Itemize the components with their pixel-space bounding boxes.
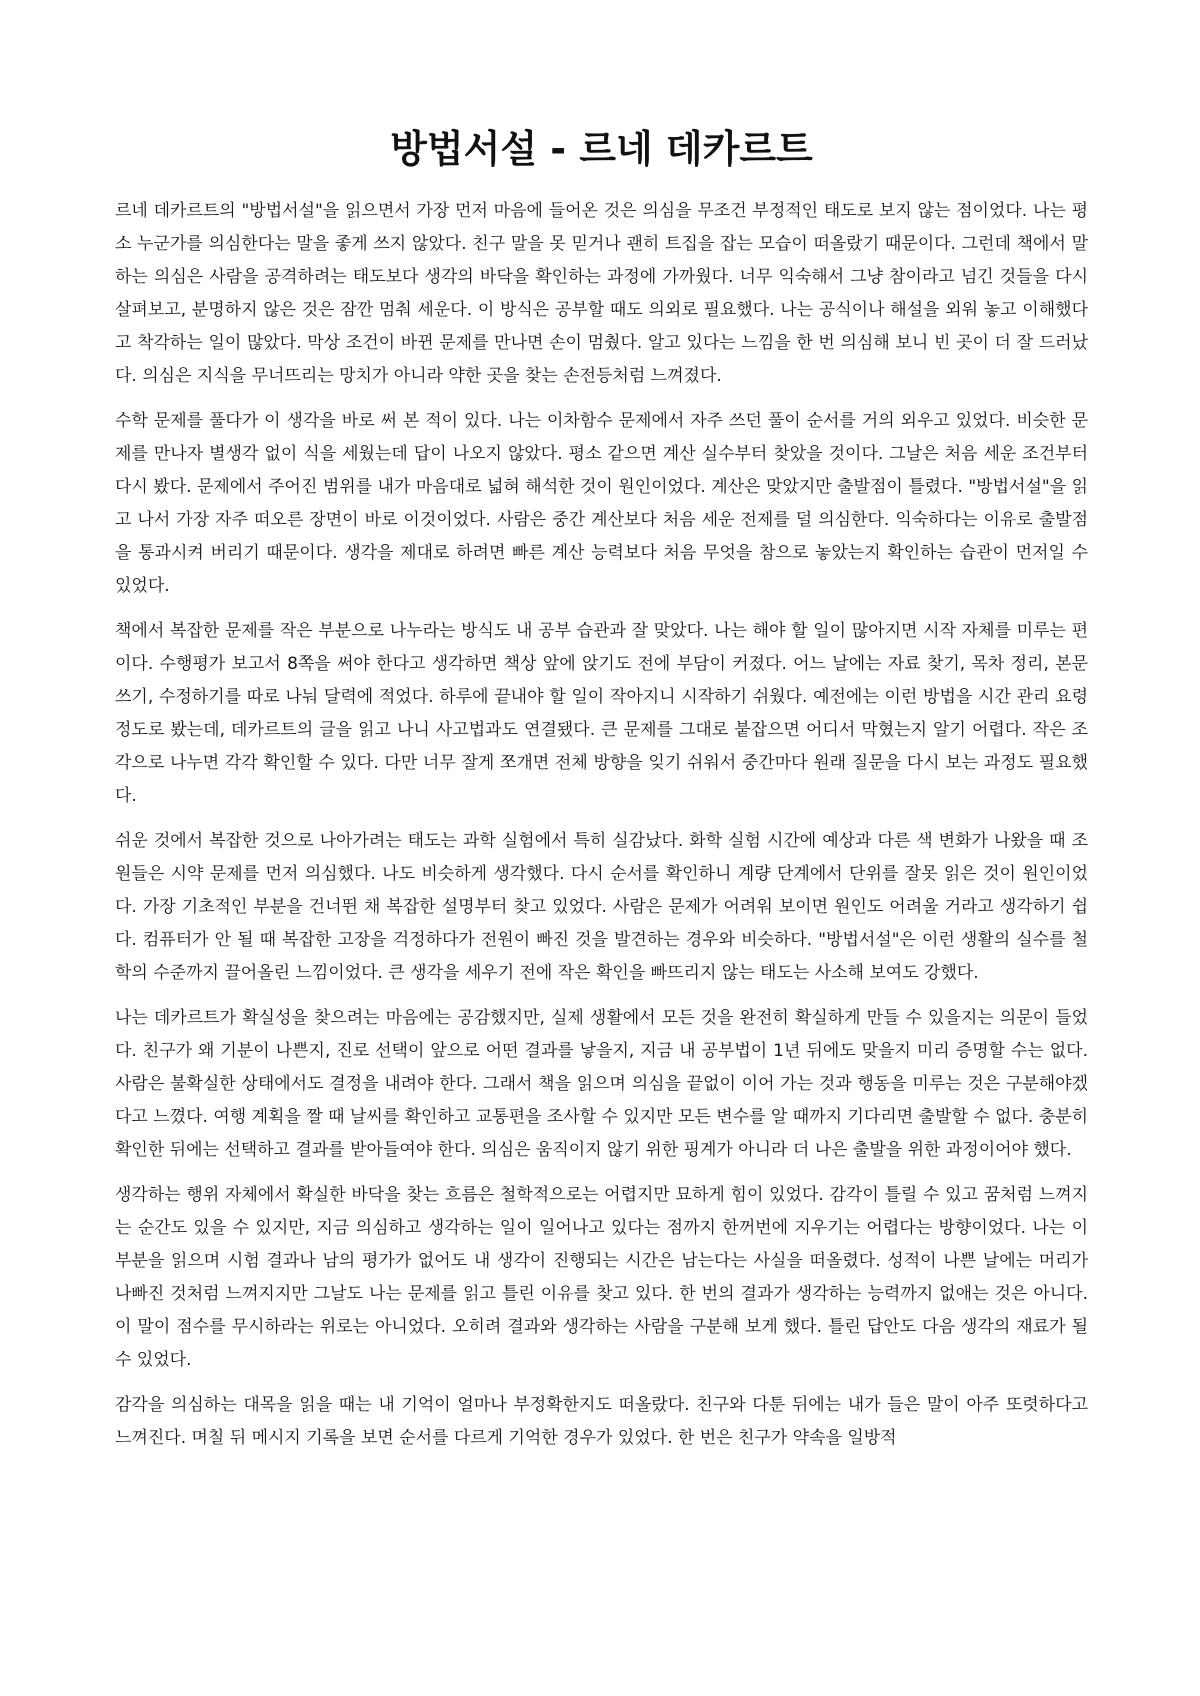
document-title: 방법서설 - 르네 데카르트 — [390, 127, 813, 171]
paragraph-7: 감각을 의심하는 대목을 읽을 때는 내 기억이 얼마나 부정확한지도 떠올랐다. 친구와 다툰 뒤에는 내가 들은 말이 아주 또렷하다고 느껴진다. 며칠 뒤 메시지 기록을 보면 순서를 다르게 기억한 경우가 있었다. 한 번은 친구가 약속을 일방적 — [115, 1395, 1088, 1448]
paragraph-5: 나는 데카르트가 확실성을 찾으려는 마음에는 공감했지만, 실제 생활에서 모든 것을 완전히 확실하게 만들 수 있을지는 의문이 들었다. 친구가 왜 기분이 나쁜지, 진로 선택이 앞으로 어떤 결과를 낳을지, 지금 내 공부법이 1년 뒤에도 맞을지 미리 증명할 수는 없다. 사람은 불확실한 상태에서도 결정을 내려야 한다. 그래서 책을 읽으며 의심을 끝없이 이어 가는 것과 행동을 미루는 것은 구분해야겠다고 느꼈다. 여행 계획을 짤 때 날씨를 확인하고 교통편을 조사할 수 있지만 모든 변수를 알 때까지 기다리면 출발할 수 없다. 충분히 확인한 뒤에는 선택하고 결과를 받아들여야 한다. 의심은 움직이지 않기 위한 핑계가 아니라 더 나은 출발을 위한 과정이어야 했다. — [115, 1008, 1088, 1160]
paragraph-2: 수학 문제를 풀다가 이 생각을 바로 써 본 적이 있다. 나는 이차함수 문제에서 자주 쓰던 풀이 순서를 거의 외우고 있었다. 비슷한 문제를 만나자 별생각 없이 식을 세웠는데 답이 나오지 않았다. 평소 같으면 계산 실수부터 찾았을 것이다. 그날은 처음 세운 조건부터 다시 봤다. 문제에서 주어진 범위를 내가 마음대로 넓혀 해석한 것이 원인이었다. 계산은 맞았지만 출발점이 틀렸다. "방법서설"을 읽고 나서 가장 자주 떠오른 장면이 바로 이것이었다. 사람은 중간 계산보다 처음 세운 전제를 덜 의심한다. 익숙하다는 이유로 출발점을 통과시켜 버리기 때문이다. 생각을 제대로 하려면 빠른 계산 능력보다 처음 무엇을 참으로 놓았는지 확인하는 습관이 먼저일 수 있었다. — [115, 411, 1088, 596]
document-page — [115, 118, 1088, 1467]
paragraph-4: 쉬운 것에서 복잡한 것으로 나아가려는 태도는 과학 실험에서 특히 실감났다. 화학 실험 시간에 예상과 다른 색 변화가 나왔을 때 조원들은 시약 문제를 먼저 의심했다. 나도 비슷하게 생각했다. 다시 순서를 확인하니 계량 단계에서 단위를 잘못 읽은 것이 원인이었다. 가장 기초적인 부분을 건너뛴 채 복잡한 설명부터 찾고 있었다. 사람은 문제가 어려워 보이면 원인도 어려울 거라고 생각하기 쉽다. 컴퓨터가 안 될 때 복잡한 고장을 걱정하다가 전원이 빠진 것을 발견하는 경우와 비슷하다. "방법서설"은 이런 생활의 실수를 철학의 수준까지 끌어올린 느낌이었다. 큰 생각을 세우기 전에 작은 확인을 빠뜨리지 않는 태도는 사소해 보여도 강했다. — [115, 831, 1088, 983]
paragraph-3: 책에서 복잡한 문제를 작은 부분으로 나누라는 방식도 내 공부 습관과 잘 맞았다. 나는 해야 할 일이 많아지면 시작 자체를 미루는 편이다. 수행평가 보고서 8쪽을 써야 한다고 생각하면 책상 앞에 앉기도 전에 부담이 커졌다. 어느 날에는 자료 찾기, 목차 정리, 본문 쓰기, 수정하기를 따로 나눠 달력에 적었다. 하루에 끝내야 할 일이 작아지니 시작하기 쉬웠다. 예전에는 이런 방법을 시간 관리 요령 정도로 봤는데, 데카르트의 글을 읽고 나니 사고법과도 연결됐다. 큰 문제를 그대로 붙잡으면 어디서 막혔는지 알기 어렵다. 작은 조각으로 나누면 각각 확인할 수 있다. 다만 너무 잘게 쪼개면 전체 방향을 잊기 쉬워서 중간마다 원래 질문을 다시 보는 과정도 필요했다. — [115, 621, 1088, 806]
paragraph-1: 르네 데카르트의 "방법서설"을 읽으면서 가장 먼저 마음에 들어온 것은 의심을 무조건 부정적인 태도로 보지 않는 점이었다. 나는 평소 누군가를 의심한다는 말을 좋게 쓰지 않았다. 친구 말을 못 믿거나 괜히 트집을 잡는 모습이 떠올랐기 때문이다. 그런데 책에서 말하는 의심은 사람을 공격하려는 태도보다 생각의 바닥을 확인하는 과정에 가까웠다. 너무 익숙해서 그냥 참이라고 넘긴 것들을 다시 살펴보고, 분명하지 않은 것은 잠깐 멈춰 세운다. 이 방식은 공부할 때도 의외로 필요했다. 나는 공식이나 해설을 외워 놓고 이해했다고 착각하는 일이 많았다. 막상 조건이 바뀐 문제를 만나면 손이 멈췄다. 알고 있다는 느낌을 한 번 의심해 보니 빈 곳이 더 잘 드러났다. 의심은 지식을 무너뜨리는 망치가 아니라 약한 곳을 찾는 손전등처럼 느껴졌다. — [115, 201, 1088, 386]
paragraph-6: 생각하는 행위 자체에서 확실한 바닥을 찾는 흐름은 철학적으로는 어렵지만 묘하게 힘이 있었다. 감각이 틀릴 수 있고 꿈처럼 느껴지는 순간도 있을 수 있지만, 지금 의심하고 생각하는 일이 일어나고 있다는 점까지 한꺼번에 지우기는 어렵다는 방향이었다. 나는 이 부분을 읽으며 시험 결과나 남의 평가가 없어도 내 생각이 진행되는 시간은 남는다는 사실을 떠올렸다. 성적이 나쁜 날에는 머리가 나빠진 것처럼 느껴지지만 그날도 나는 문제를 읽고 틀린 이유를 찾고 있다. 한 번의 결과가 생각하는 능력까지 없애는 것은 아니다. 이 말이 점수를 무시하라는 위로는 아니었다. 오히려 결과와 생각하는 사람을 구분해 보게 했다. 틀린 답안도 다음 생각의 재료가 될 수 있었다. — [115, 1185, 1088, 1370]
